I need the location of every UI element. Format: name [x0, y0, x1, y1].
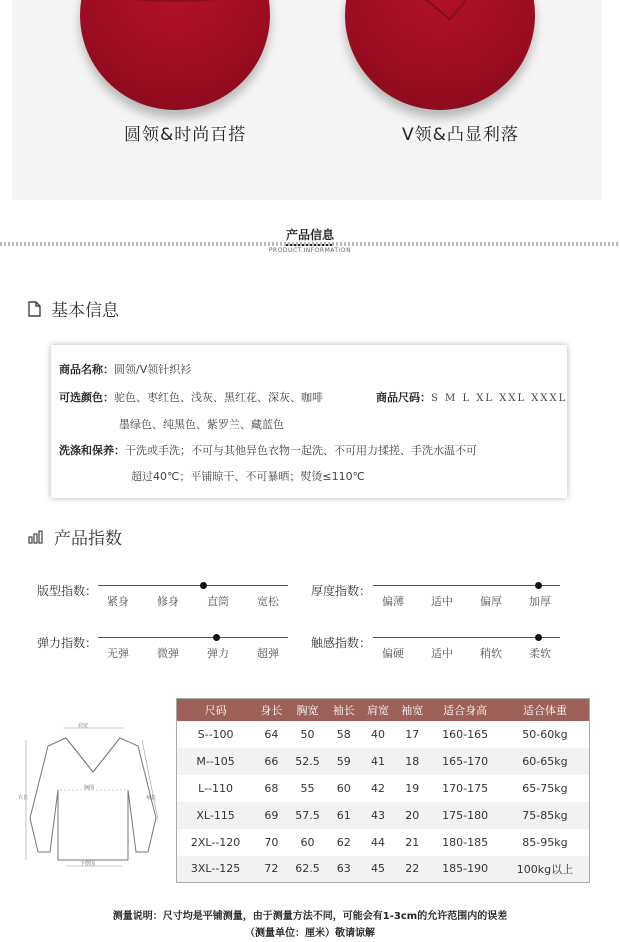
- table-cell: 50: [300, 727, 315, 741]
- sweater-measure-diagram: [18, 720, 163, 870]
- name-value: 圆领/V领针织衫: [114, 363, 192, 376]
- measure-unit-note: （测量单位：厘米）敬请谅解: [245, 928, 375, 939]
- table-cell: S--100: [197, 727, 234, 741]
- table-cell: 69: [254, 802, 288, 829]
- table-row: [177, 748, 590, 775]
- table-cell: 42: [370, 781, 385, 795]
- sleeve-label: 袖长: [146, 795, 157, 801]
- round-neck-swatch: [80, 0, 270, 110]
- table-cell: 41: [361, 748, 395, 775]
- scale-option: 紧身: [107, 595, 129, 608]
- table-cell: 19: [405, 781, 420, 795]
- product-index-heading: [28, 524, 122, 549]
- table-cell: 63: [327, 856, 361, 883]
- table-cell: 2XL--120: [190, 835, 241, 849]
- column-header: 袖宽: [395, 699, 429, 721]
- table-cell: 50-60kg: [522, 727, 568, 741]
- scale-option: 柔软: [529, 647, 551, 660]
- length-label: 衣长: [18, 795, 29, 801]
- section-title: 产品信息: [286, 228, 334, 246]
- scale-option: 稍软: [480, 647, 502, 660]
- table-cell: 58: [336, 727, 351, 741]
- table-row: [177, 829, 590, 856]
- round-neck-caption: 圆领&时尚百搭: [124, 125, 247, 145]
- basic-info-heading: [28, 296, 119, 321]
- column-header: 肩宽: [361, 699, 395, 721]
- table-cell: 44: [370, 835, 385, 849]
- table-cell: 60-65kg: [501, 748, 590, 775]
- table-cell: 55: [300, 781, 315, 795]
- column-header: 身长: [254, 699, 288, 721]
- table-cell: 100kg以上: [501, 856, 590, 883]
- table-cell: 68: [264, 781, 279, 795]
- column-header: 胸宽: [288, 699, 326, 721]
- table-cell: 59: [327, 748, 361, 775]
- table-cell: 65-75kg: [522, 781, 568, 795]
- column-header: 袖长: [327, 699, 361, 721]
- scale-track: [373, 585, 560, 586]
- table-cell: 20: [395, 802, 429, 829]
- size-label: 商品尺码：: [376, 391, 431, 404]
- table-cell: 64: [264, 727, 279, 741]
- table-cell: 60: [300, 835, 315, 849]
- table-cell: 185-190: [429, 856, 501, 883]
- name-row: [59, 361, 191, 377]
- table-row: [177, 856, 590, 883]
- v-neck-caption: V领&凸显利落: [402, 125, 519, 145]
- table-cell: XL-115: [177, 802, 255, 829]
- scale-option: 加厚: [529, 595, 551, 608]
- table-cell: 22: [395, 856, 429, 883]
- color-row: [59, 389, 323, 405]
- scale-option: 超弹: [257, 647, 279, 660]
- scale-track: [373, 637, 560, 638]
- table-cell: 18: [395, 748, 429, 775]
- table-cell: 85-95kg: [522, 835, 568, 849]
- scale-option: 直筒: [207, 595, 229, 608]
- table-cell: 66: [254, 748, 288, 775]
- color-row-2: 墨绿色、纯黑色、紫罗兰、藏蓝色: [119, 418, 284, 431]
- table-cell: 62: [336, 835, 351, 849]
- shoulder-label: 肩宽: [78, 723, 89, 729]
- table-cell: 75-85kg: [501, 802, 590, 829]
- care-label: 洗涤和保养：: [59, 444, 125, 457]
- name-label: 商品名称：: [59, 363, 114, 376]
- table-cell: 57.5: [288, 802, 326, 829]
- size-row: [376, 389, 567, 405]
- size-values: S M L XL XXL XXXL: [431, 393, 568, 404]
- table-cell: 72: [254, 856, 288, 883]
- scale-track: [98, 637, 288, 638]
- size-table-header: [177, 699, 590, 721]
- scale-option: 无弹: [107, 647, 129, 660]
- scale-marker: [535, 634, 542, 641]
- v-neck-swatch: [345, 0, 535, 110]
- care-row: [59, 442, 477, 458]
- basic-info-title: 基本信息: [51, 301, 119, 321]
- scale-option: 适中: [431, 647, 453, 660]
- table-cell: 160-165: [442, 727, 489, 741]
- section-header: [0, 226, 620, 256]
- dotted-divider: [0, 242, 620, 246]
- scale-option: 偏薄: [382, 595, 404, 608]
- table-cell: 45: [361, 856, 395, 883]
- scale-option: 偏厚: [480, 595, 502, 608]
- care-line-2: 超过40℃；平铺晾干、不可暴晒；熨烫≤110℃: [131, 470, 365, 483]
- table-cell: 60: [336, 781, 351, 795]
- scale-label: 厚度指数：: [311, 584, 372, 598]
- table-cell: 70: [264, 835, 279, 849]
- color-values: 驼色、枣红色、浅灰、黑红花、深灰、咖啡: [114, 391, 323, 404]
- hem-label: 下摆围: [80, 861, 96, 867]
- table-cell: 40: [370, 727, 385, 741]
- table-cell: 3XL--125: [177, 856, 255, 883]
- table-row: [177, 802, 590, 829]
- color-label: 可选颜色：: [59, 391, 114, 404]
- table-cell: 43: [361, 802, 395, 829]
- scale-marker: [213, 634, 220, 641]
- table-cell: 17: [405, 727, 420, 741]
- column-header: 尺码: [177, 699, 255, 721]
- column-header: 适合身高: [429, 699, 501, 721]
- table-row: [177, 721, 590, 748]
- chest-label: 胸围: [84, 785, 95, 791]
- table-cell: 61: [327, 802, 361, 829]
- scale-option: 偏硬: [382, 647, 404, 660]
- scale-option: 微弹: [157, 647, 179, 660]
- section-subtitle: PRODUCT.INFORMATION: [268, 247, 352, 254]
- scale-option: 弹力: [207, 647, 229, 660]
- column-header: 适合体重: [501, 699, 590, 721]
- bar-chart-icon: [28, 530, 44, 544]
- table-cell: 21: [405, 835, 420, 849]
- table-cell: 180-185: [442, 835, 489, 849]
- product-index-title: 产品指数: [54, 529, 122, 549]
- care-line-1: 干洗或手洗；不可与其他异色衣物一起洗、不可用力揉搓、手洗水温不可: [125, 444, 477, 457]
- scale-label: 版型指数：: [37, 584, 98, 598]
- scale-track: [98, 585, 288, 586]
- scale-label: 触感指数：: [311, 636, 372, 650]
- table-cell: 165-170: [429, 748, 501, 775]
- scale-marker: [200, 582, 207, 589]
- table-row: [177, 775, 590, 802]
- basic-info-box: [51, 345, 567, 498]
- hero-banner: [12, 0, 602, 200]
- scale-option: 修身: [157, 595, 179, 608]
- table-cell: 62.5: [288, 856, 326, 883]
- scale-option: 适中: [431, 595, 453, 608]
- table-cell: 52.5: [288, 748, 326, 775]
- size-table: [176, 698, 590, 883]
- scale-label: 弹力指数：: [37, 636, 98, 650]
- table-cell: 170-175: [442, 781, 489, 795]
- document-icon: [28, 301, 41, 317]
- scale-marker: [535, 582, 542, 589]
- table-cell: L--110: [198, 781, 234, 795]
- measure-note: 测量说明：尺寸均是平铺测量，由于测量方法不同，可能会有1-3cm的允许范围内的误差: [112, 911, 508, 922]
- table-cell: M--105: [177, 748, 255, 775]
- table-cell: 175-180: [429, 802, 501, 829]
- scale-option: 宽松: [257, 595, 279, 608]
